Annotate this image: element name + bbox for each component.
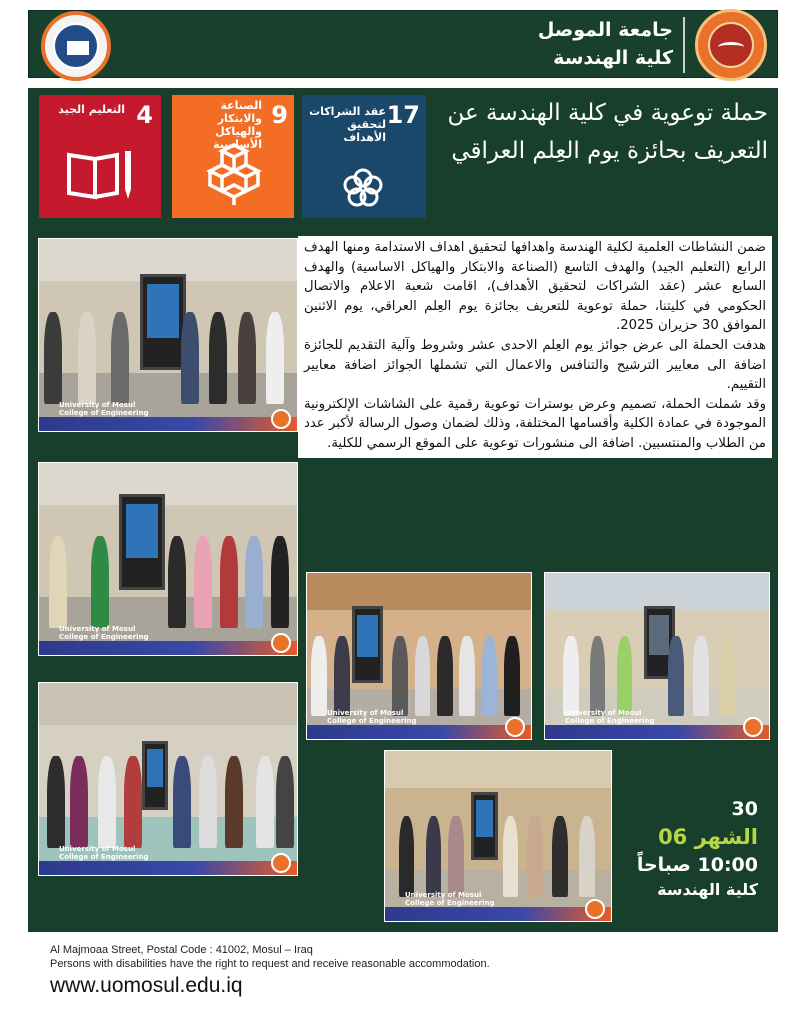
university-seal-icon [695, 9, 767, 81]
photo-6-brand: University of Mosul College of Engineering [405, 891, 495, 907]
flower-rings-icon [342, 167, 384, 209]
event-place: كلية الهندسة [657, 880, 758, 899]
article-paragraph-2: هدفت الحملة الى عرض جوائز يوم العِلم الاحدى عشر وشروط وآلية التقديم للجائزة اضافة الى معايير الترشيح والتنافس والاعمال التي تشملها الجوائز اضافة معايير التقييم. [304, 337, 766, 393]
book-pencil-icon [65, 147, 137, 203]
page-title: حملة توعوية في كلية الهندسة عن التعريف بحائزة يوم العِلم العراقي [447, 100, 768, 164]
photo-2-brand: University of Mosul College of Engineering [59, 625, 149, 641]
header-bar [28, 10, 778, 78]
sdg-9-label: الصناعة والابتكار والهياكل الأساسية [213, 99, 262, 151]
event-day: 30 [731, 798, 758, 820]
event-photo-1 [38, 238, 298, 432]
photo-seal-icon [743, 717, 763, 737]
photo-seal-icon [271, 633, 291, 653]
event-month: الشهر 06 [658, 825, 758, 849]
main-panel [28, 88, 778, 932]
event-photo-5 [544, 572, 770, 740]
sdg-4-label: التعليم الجيد [58, 103, 125, 116]
photo-seal-icon [271, 853, 291, 873]
photo-3-brand: University of Mosul College of Engineering [59, 845, 149, 861]
cubes-icon [200, 143, 268, 207]
sdg-17-tile [302, 95, 426, 218]
photo-1-brand: University of Mosul College of Engineering [59, 401, 149, 417]
footer-address: Al Majmoaa Street, Postal Code : 41002, Mosul – Iraq [50, 944, 313, 956]
article-paragraph-3: وقد شملت الحملة، تصميم وعرض بوسترات توعوية رقمية على الشاشات الإلكترونية الموجودة في عمادة الكلية وأقسامها المختلفة، وذلك لضمان وصول الرسالة لأكبر عدد من الطلاب والمنتسبين. اضافة الى منشورات توعوية على الموقع الرسمي للكلية. [304, 396, 766, 451]
photo-seal-icon [271, 409, 291, 429]
photo-seal-icon [505, 717, 525, 737]
event-photo-3 [38, 682, 298, 876]
event-details [628, 796, 758, 902]
college-logo-icon [41, 11, 111, 81]
event-time: 10:00 صباحاً [636, 854, 758, 876]
footer-accessibility-note: Persons with disabilities have the right to request and receive reasonable accommodation. [50, 958, 490, 970]
photo-seal-icon [585, 899, 605, 919]
header-divider [683, 17, 685, 73]
event-photo-4 [306, 572, 532, 740]
sdg-4-tile [39, 95, 161, 218]
article-body [298, 236, 772, 458]
sdg-4-number: 4 [136, 101, 153, 129]
sdg-9-tile [172, 95, 294, 218]
university-name: جامعة الموصل [537, 19, 673, 41]
photo-5-brand: University of Mosul College of Engineering [565, 709, 655, 725]
sdg-17-number: 17 [386, 101, 420, 129]
sdg-17-label: عقد الشراكات لتحقيق الأهداف [309, 105, 386, 144]
sdg-9-number: 9 [271, 101, 288, 129]
footer-website-link[interactable]: www.uomosul.edu.iq [50, 974, 243, 997]
event-photo-2 [38, 462, 298, 656]
photo-4-brand: University of Mosul College of Engineering [327, 709, 417, 725]
college-name: كلية الهندسة [553, 47, 673, 69]
event-photo-6 [384, 750, 612, 922]
article-paragraph-1: ضمن النشاطات العلمية لكلية الهندسة واهدافها لتحقيق اهداف الاستدامة ومنها الهدف الرابع (التعليم الجيد) والهدف التاسع (الصناعة والابتكار والهياكل الاساسية) والهدف السابع عشر (عقد الشراكات لتحقيق الأهداف)، اقامت شعبة الاعلام والاتصال الحكومي في كليتنا، حملة توعوية للتعريف بجائزة يوم العِلم العراقي، يوم الاثنين الموافق 30 حزيران 2025. [304, 240, 766, 334]
